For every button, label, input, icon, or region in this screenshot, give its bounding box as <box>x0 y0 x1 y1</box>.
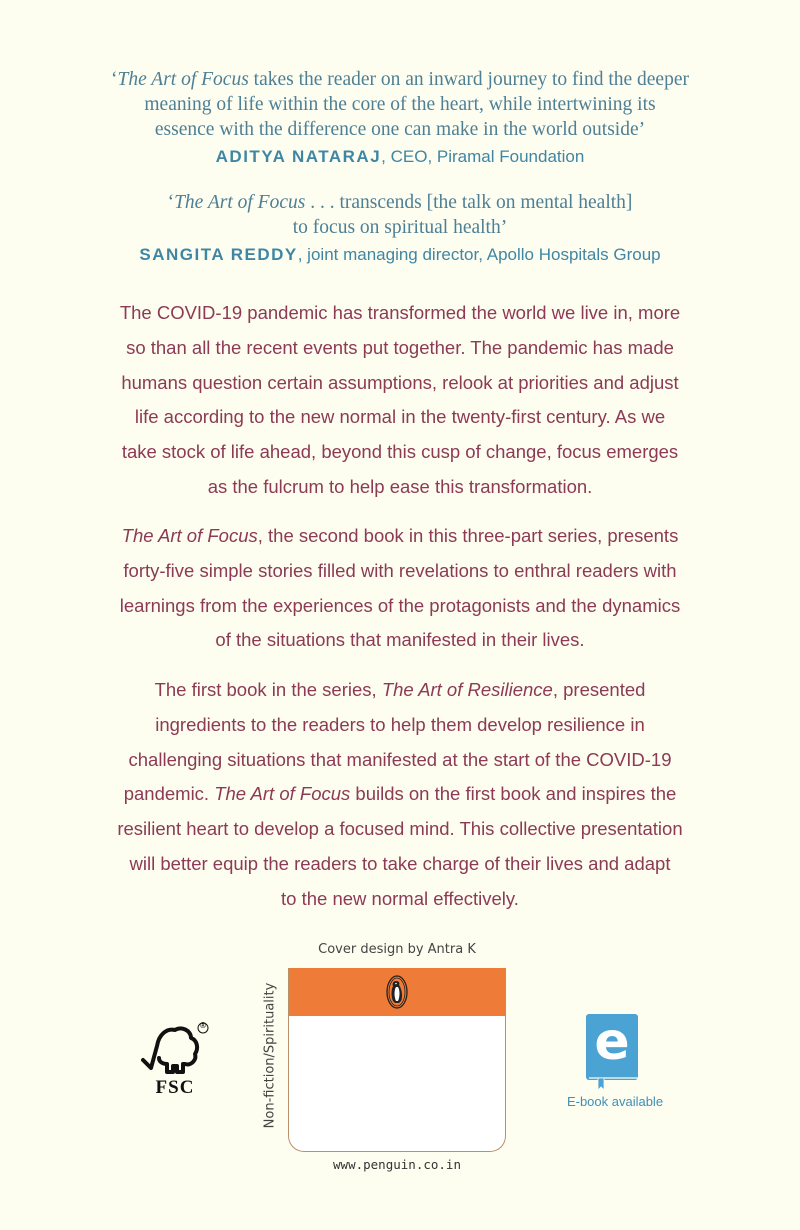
quote-2-line-2: to focus on spiritual health’ <box>292 217 508 238</box>
quote-2-line-1: ‘The Art of Focus . . . transcends [the talk on mental health] <box>167 192 633 213</box>
paragraph-line: challenging situations that manifested at the start of the COVID-19 <box>128 748 672 770</box>
ebook-badge <box>586 1014 640 1092</box>
paragraph-2 <box>0 519 800 658</box>
book-title: The Art of Focus <box>174 192 306 213</box>
fsc-label: FSC <box>155 1077 195 1098</box>
author-name: SANGITA REDDY <box>139 245 298 264</box>
paragraph-line: take stock of life ahead, beyond this cusp of change, focus emerges <box>121 441 679 463</box>
paragraph-3 <box>0 673 800 917</box>
cover-credit: Cover design by Antra K <box>318 942 476 957</box>
book-title: The Art of Focus <box>121 525 258 546</box>
quote-1-line-3: essence with the difference one can make in the world outside’ <box>154 119 646 140</box>
quote-1-line-1: ‘The Art of Focus takes the reader on an inward journey to find the deeper <box>111 69 689 90</box>
quote-2-attribution: SANGITA REDDY, joint managing director, Apollo Hospitals Group <box>139 245 661 264</box>
book-title: The Art of Focus <box>214 783 351 805</box>
penguin-logo-icon <box>386 975 408 1009</box>
paragraph-line: of the situations that manifested in their lives. <box>215 629 585 651</box>
ebook-letter: e <box>594 1012 630 1072</box>
paragraph-line: The first book in the series, The Art of Resilience, presented <box>154 679 646 700</box>
paragraph-line: pandemic. The Art of Focus builds on the first book and inspires the <box>123 783 677 805</box>
paragraph-line: forty-five simple stories filled with revelations to enthral readers with <box>123 559 677 581</box>
paragraph-line: learnings from the experiences of the protagonists and the dynamics <box>119 594 681 616</box>
quote-1 <box>0 67 800 142</box>
penguin-orange-band <box>289 968 505 1016</box>
author-name: ADITYA NATARAJ <box>215 147 382 166</box>
paragraph-line: resilient heart to develop a focused mind. This collective presentation <box>117 818 683 840</box>
paragraph-line: as the fulcrum to help ease this transformation. <box>207 475 593 497</box>
paragraph-line: to the new normal effectively. <box>281 887 519 909</box>
paragraph-line: The Art of Focus, the second book in this three-part series, presents <box>121 525 679 546</box>
penguin-imprint-box <box>288 968 506 1152</box>
ebook-label: E-book available <box>566 1094 664 1109</box>
fsc-registered-mark: ® <box>199 1021 207 1030</box>
paragraph-line: humans question certain assumptions, relook at priorities and adjust <box>121 371 679 393</box>
paragraph-line: so than all the recent events put together. The pandemic has made <box>126 336 674 358</box>
publisher-url: www.penguin.co.in <box>333 1157 461 1172</box>
paragraph-line: The COVID-19 pandemic has transformed the world we live in, more <box>119 302 681 323</box>
fsc-logo <box>135 1020 215 1100</box>
paragraph-line: will better equip the readers to take charge of their lives and adapt <box>129 852 671 874</box>
quote-2 <box>0 190 800 240</box>
paragraph-1 <box>0 296 800 505</box>
quote-1-attribution: ADITYA NATARAJ, CEO, Piramal Foundation <box>215 147 585 166</box>
book-title: The Art of Focus <box>117 69 249 90</box>
book-title: The Art of Resilience <box>381 679 553 700</box>
quote-1-line-2: meaning of life within the core of the heart, while intertwining its <box>144 94 656 115</box>
genre-label: Non-fiction/Spirituality <box>262 982 278 1129</box>
paragraph-line: ingredients to the readers to help them develop resilience in <box>155 713 645 735</box>
paragraph-line: life according to the new normal in the twenty-first century. As we <box>134 406 666 428</box>
